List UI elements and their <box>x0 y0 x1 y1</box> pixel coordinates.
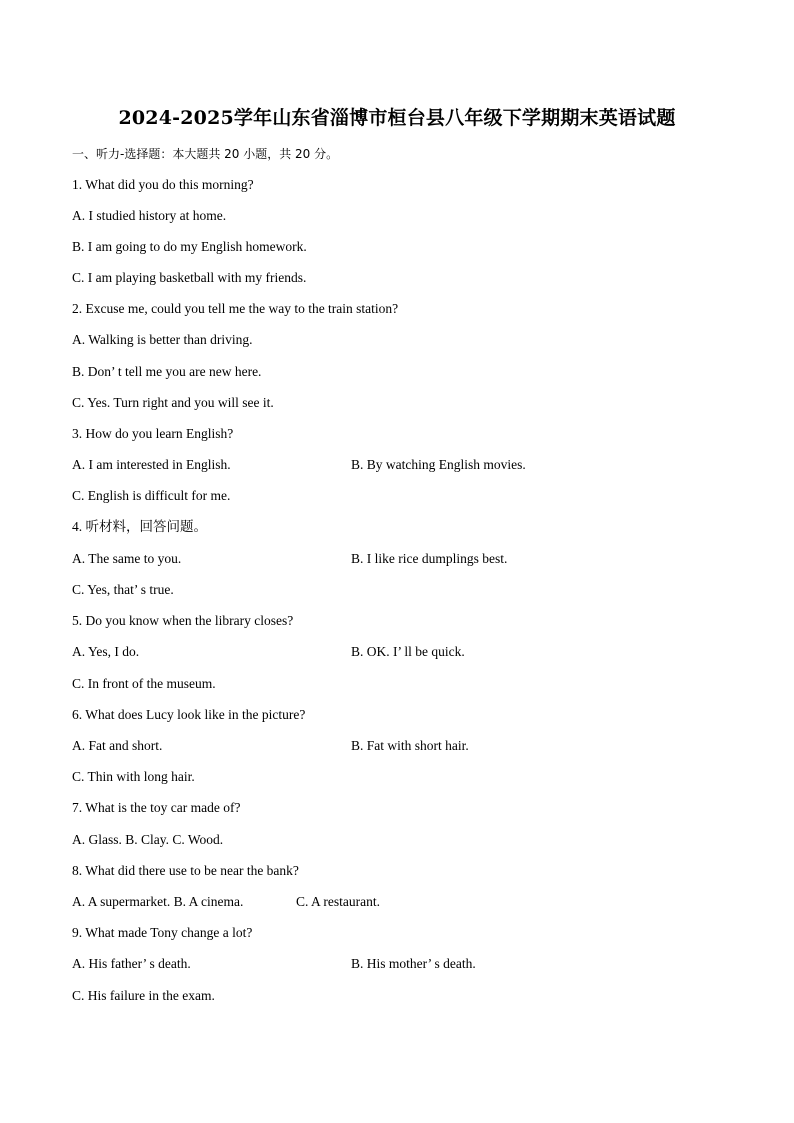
question-2-option-b: B. Don’ t tell me you are new here. <box>72 364 262 379</box>
question-8-option-c: C. A restaurant. <box>296 894 380 909</box>
question-6-option-b: B. Fat with short hair. <box>351 738 469 753</box>
question-3-option-a: A. I am interested in English. <box>72 457 231 472</box>
question-5-option-c: C. In front of the museum. <box>72 676 216 691</box>
question-1-stem: 1. What did you do this morning? <box>72 177 254 192</box>
section-heading: 一、听力-选择题：本大题共 20 小题，共 20 分。 <box>72 147 339 161</box>
question-4-stem: 4. 听材料，回答问题。 <box>72 519 207 534</box>
question-9-option-b: B. His mother’ s death. <box>351 956 476 971</box>
question-1-option-c: C. I am playing basketball with my friends. <box>72 270 307 285</box>
question-5-option-a: A. Yes, I do. <box>72 644 140 659</box>
question-6-option-c: C. Thin with long hair. <box>72 769 195 784</box>
question-1-option-b: B. I am going to do my English homework. <box>72 239 307 254</box>
question-9-option-a: A. His father’ s death. <box>72 956 191 971</box>
page-title: 2024-2025学年山东省淄博市桓台县八年级下学期期末英语试题 <box>118 107 676 129</box>
question-9-stem: 9. What made Tony change a lot? <box>72 925 253 940</box>
question-7-options: A. Glass. B. Clay. C. Wood. <box>72 832 224 847</box>
question-5-stem: 5. Do you know when the library closes? <box>72 613 294 628</box>
question-4-option-b: B. I like rice dumplings best. <box>351 551 508 566</box>
question-6-option-a: A. Fat and short. <box>72 738 163 753</box>
question-2-stem: 2. Excuse me, could you tell me the way to the train station? <box>72 301 399 316</box>
question-7-stem: 7. What is the toy car made of? <box>72 800 241 815</box>
question-3-option-c: C. English is difficult for me. <box>72 488 231 503</box>
question-3-stem: 3. How do you learn English? <box>72 426 234 441</box>
question-2-option-a: A. Walking is better than driving. <box>72 332 253 347</box>
question-9-option-c: C. His failure in the exam. <box>72 988 215 1003</box>
question-4-option-c: C. Yes, that’ s true. <box>72 582 174 597</box>
question-8-option-ab: A. A supermarket. B. A cinema. <box>72 894 244 909</box>
question-6-stem: 6. What does Lucy look like in the picture? <box>72 707 306 722</box>
question-2-option-c: C. Yes. Turn right and you will see it. <box>72 395 274 410</box>
question-3-option-b: B. By watching English movies. <box>351 457 526 472</box>
question-8-stem: 8. What did there use to be near the bank? <box>72 863 299 878</box>
question-1-option-a: A. I studied history at home. <box>72 208 227 223</box>
question-5-option-b: B. OK. I’ ll be quick. <box>351 644 465 659</box>
question-4-option-a: A. The same to you. <box>72 551 182 566</box>
